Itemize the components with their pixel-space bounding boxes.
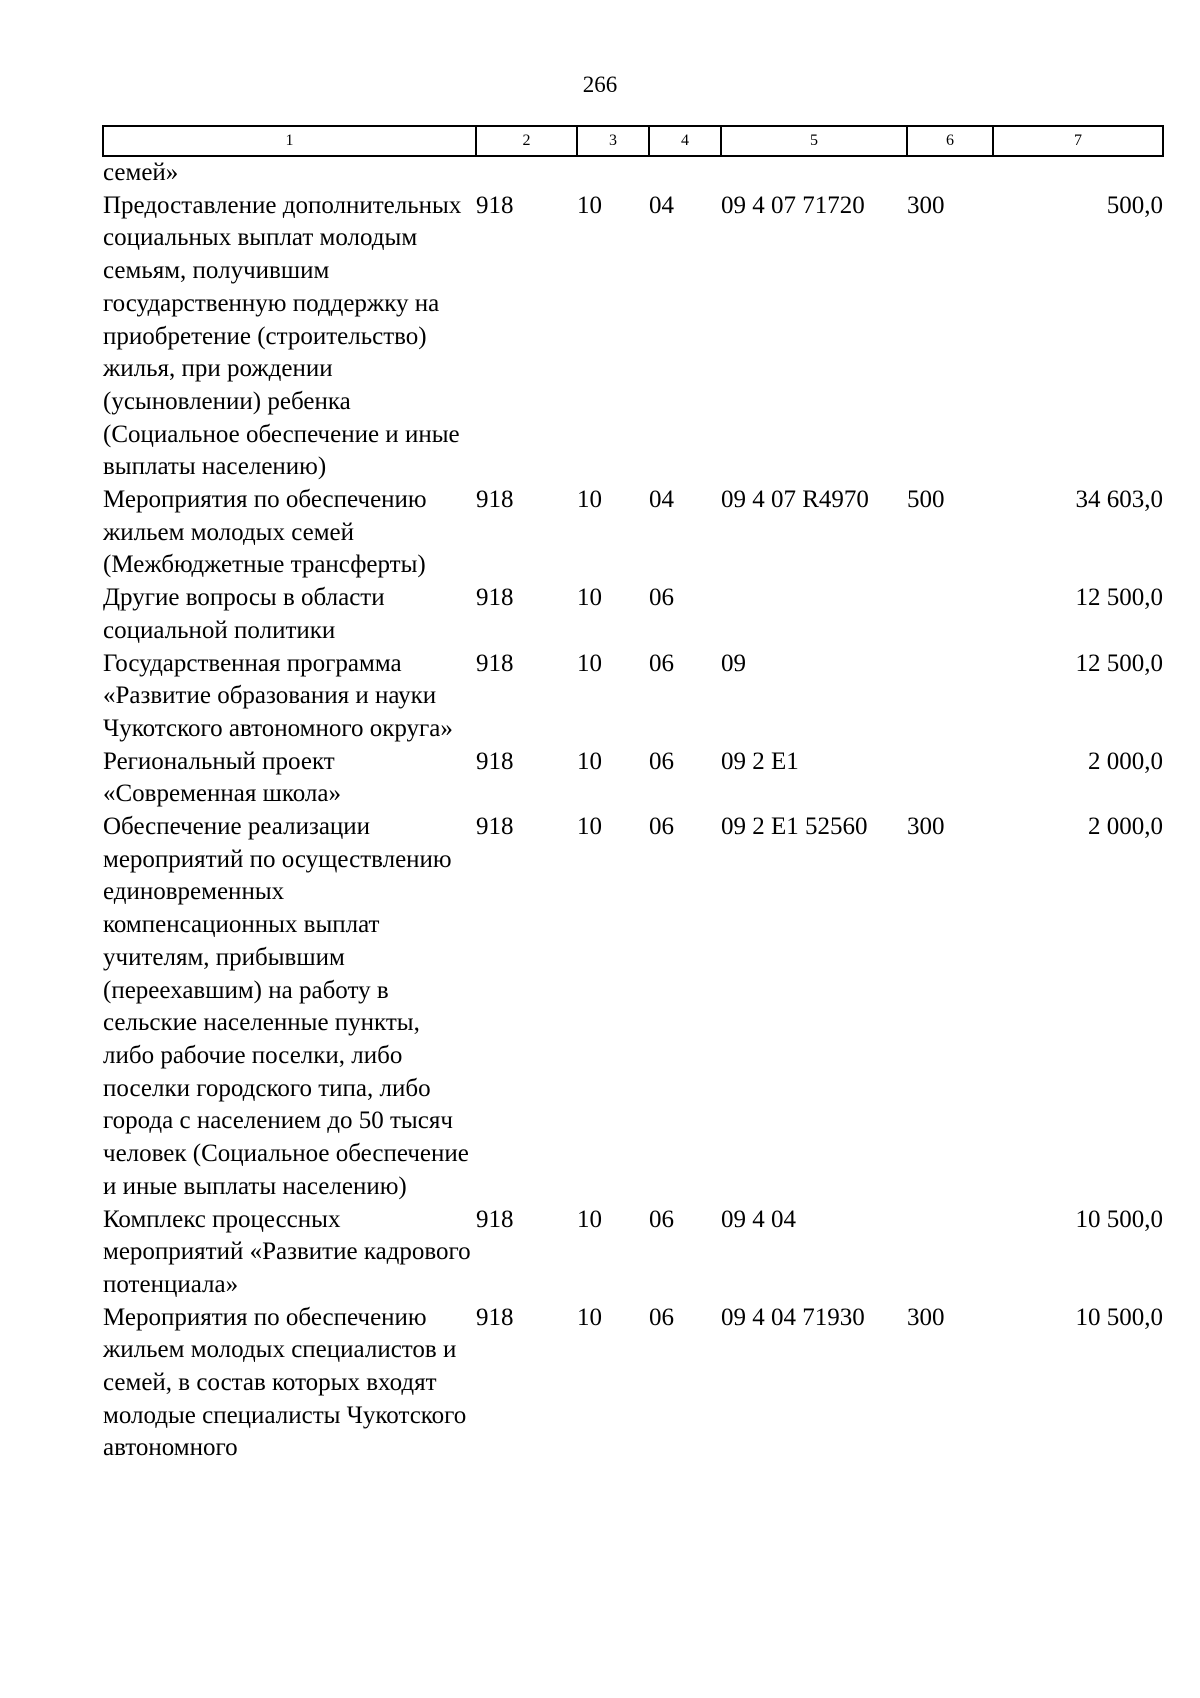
subsection-code: 04 [649, 191, 674, 219]
target-article-code: 09 4 07 R4970 [721, 486, 869, 514]
amount: 34 603,0 [1075, 486, 1163, 514]
row-name: семей» [103, 159, 179, 186]
subsection-code: 04 [649, 486, 674, 514]
ministry-code: 918 [476, 486, 514, 514]
column-header-5: 5 [721, 126, 907, 156]
target-article-code [721, 582, 907, 647]
ministry-code: 918 [476, 649, 514, 677]
expense-type-code [907, 582, 993, 647]
expense-type-code: 300 [907, 813, 945, 841]
row-name: Другие вопросы в области социальной политики [103, 584, 385, 644]
header-row [103, 126, 1163, 156]
column-header-3: 3 [577, 126, 649, 156]
amount: 2 000,0 [1088, 813, 1163, 841]
table-row [103, 1204, 1163, 1302]
target-article-code: 09 2 E1 [721, 747, 799, 775]
row-name: Государственная программа «Развитие образования и науки Чукотского автономного округа» [103, 649, 453, 742]
column-header-2: 2 [476, 126, 577, 156]
expense-type-code: 300 [907, 1303, 945, 1331]
budget-table [102, 125, 1164, 1465]
expense-type-code [907, 746, 993, 811]
ministry-code: 918 [476, 747, 514, 775]
target-article-code: 09 4 07 71720 [721, 191, 865, 219]
subsection-code: 06 [649, 1205, 674, 1233]
row-name: Региональный проект «Современная школа» [103, 747, 341, 808]
expense-type-code [907, 1204, 993, 1302]
subsection-code: 06 [649, 1303, 674, 1331]
column-header-7: 7 [993, 126, 1163, 156]
table-row [103, 648, 1163, 746]
amount: 10 500,0 [1075, 1303, 1163, 1331]
row-name: Мероприятия по обеспечению жильем молодых специалистов и семей, в состав которых входят молодые специалисты Чукотского автономного [103, 1303, 467, 1462]
ministry-code: 918 [476, 1205, 514, 1233]
ministry-code: 918 [476, 191, 514, 219]
amount: 2 000,0 [1088, 747, 1163, 775]
section-code: 10 [577, 1205, 602, 1233]
section-code: 10 [577, 813, 602, 841]
table-row [103, 811, 1163, 1203]
expense-type-code [907, 156, 993, 190]
amount [993, 156, 1163, 190]
ministry-code [476, 156, 577, 190]
table-row [103, 484, 1163, 582]
page-number: 266 [582, 72, 618, 97]
target-article-code [721, 156, 907, 190]
section-code [577, 156, 649, 190]
target-article-code: 09 2 E1 52560 [721, 813, 868, 841]
amount: 12 500,0 [1075, 649, 1163, 677]
ministry-code: 918 [476, 584, 514, 612]
column-header-6: 6 [907, 126, 993, 156]
section-code: 10 [577, 191, 602, 219]
section-code: 10 [577, 649, 602, 677]
row-name: Мероприятия по обеспечению жильем молодых семей (Межбюджетные трансферты) [103, 486, 427, 579]
amount: 12 500,0 [1075, 584, 1163, 612]
table-row [103, 190, 1163, 484]
amount: 500,0 [1106, 191, 1163, 219]
row-name: Предоставление дополнительных социальных выплат молодым семьям, получившим государственную поддержку на приобретение (строительство) жилья, при рождении (усыновлении) ребенка (Социальное обеспечение и иные выплаты населению) [103, 191, 462, 481]
table-row [103, 1302, 1163, 1466]
subsection-code: 06 [649, 747, 674, 775]
subsection-code: 06 [649, 813, 674, 841]
table-body [103, 156, 1163, 1465]
table-header [103, 126, 1163, 156]
subsection-code: 06 [649, 584, 674, 612]
table-row [103, 746, 1163, 811]
ministry-code: 918 [476, 813, 514, 841]
column-header-4: 4 [649, 126, 721, 156]
column-header-1: 1 [103, 126, 476, 156]
expense-type-code [907, 648, 993, 746]
row-name: Обеспечение реализации мероприятий по осуществлению единовременных компенсационных выплат учителям, прибывшим (переехавшим) на работу в сельские населенные пункты, либо рабочие поселки, либо поселки городского типа, либо города с населением до 50 тысяч человек (Социальное обеспечение и иные выплаты населению) [103, 813, 469, 1200]
table-row [103, 582, 1163, 647]
section-code: 10 [577, 584, 602, 612]
table-row [103, 156, 1163, 190]
section-code: 10 [577, 486, 602, 514]
section-code: 10 [577, 1303, 602, 1331]
subsection-code [649, 156, 721, 190]
target-article-code: 09 [721, 649, 746, 677]
ministry-code: 918 [476, 1303, 514, 1331]
row-name: Комплекс процессных мероприятий «Развитие кадрового потенциала» [103, 1205, 471, 1298]
subsection-code: 06 [649, 649, 674, 677]
target-article-code: 09 4 04 [721, 1205, 796, 1233]
expense-type-code: 500 [907, 486, 945, 514]
expense-type-code: 300 [907, 191, 945, 219]
section-code: 10 [577, 747, 602, 775]
target-article-code: 09 4 04 71930 [721, 1303, 865, 1331]
amount: 10 500,0 [1075, 1205, 1163, 1233]
